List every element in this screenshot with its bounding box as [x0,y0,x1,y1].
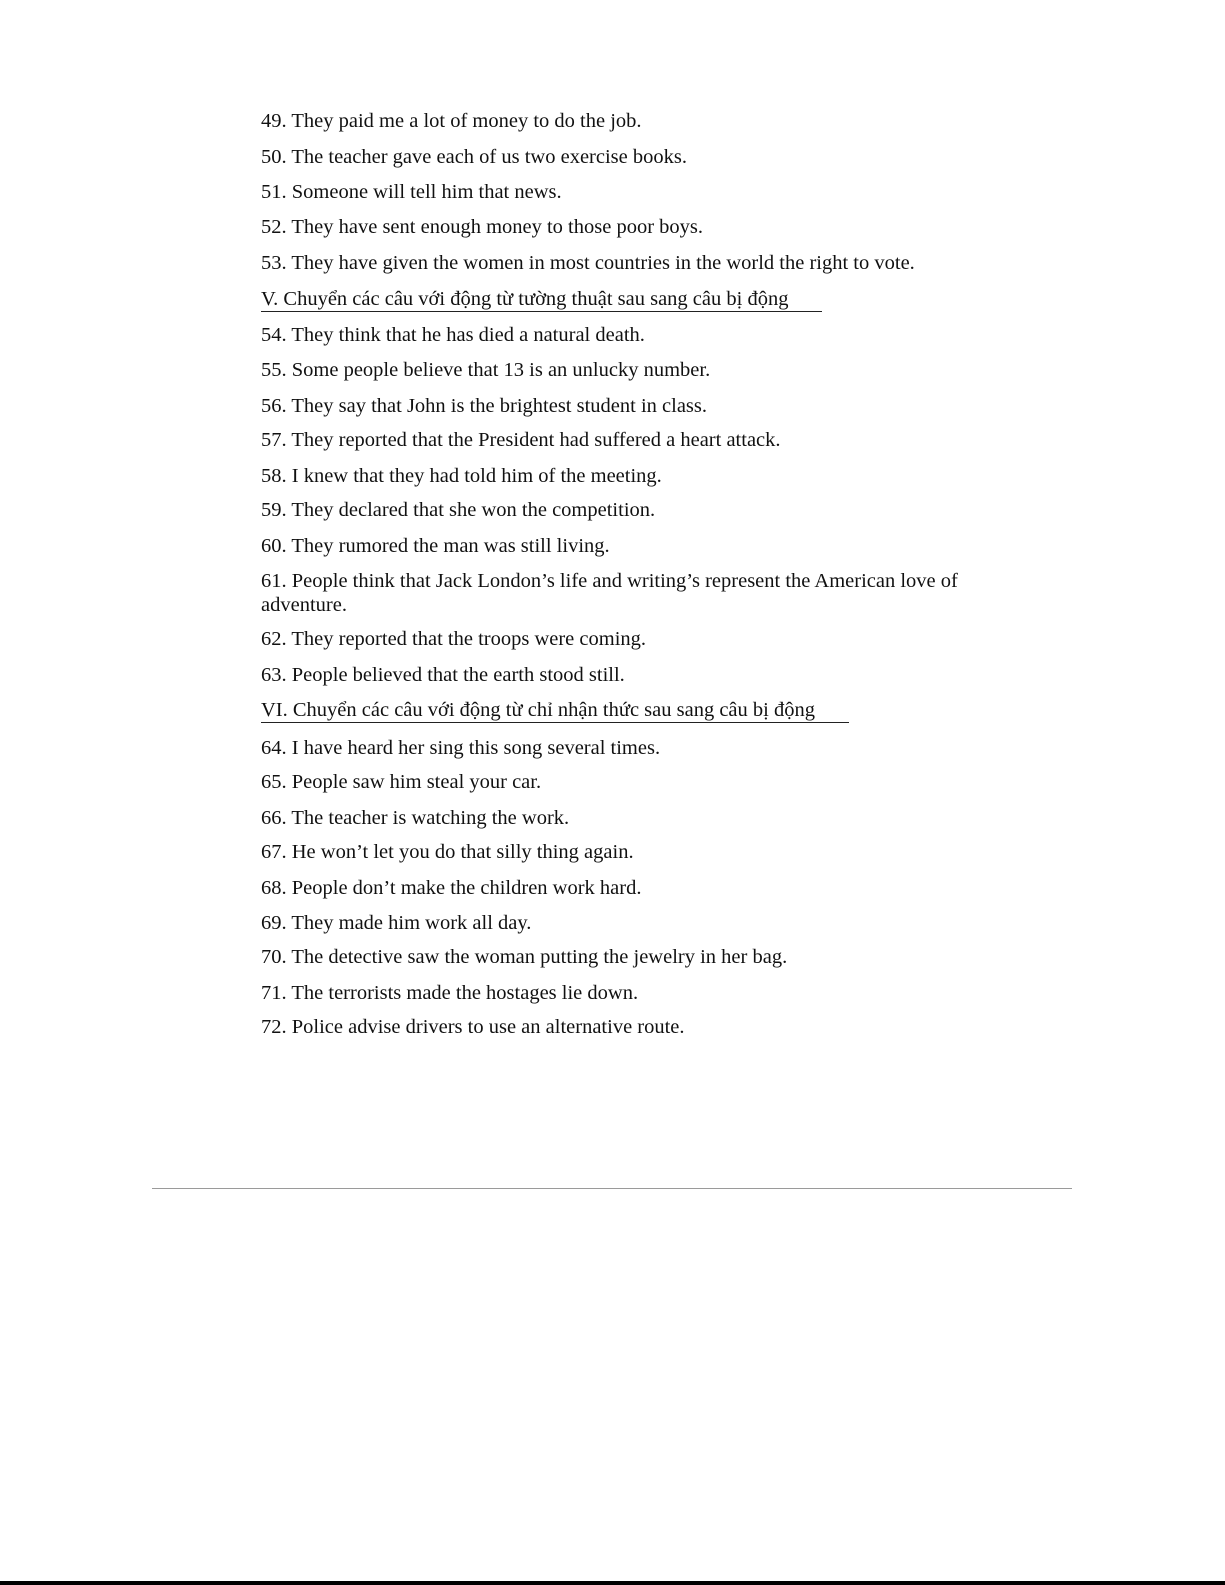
section-heading-vi: VI. Chuyển các câu với động từ chỉ nhận thức sau sang câu bị động [261,698,849,723]
exercise-item-66: 66. The teacher is watching the work. [261,807,570,829]
exercise-item-64: 64. I have heard her sing this song several times. [261,737,661,759]
exercise-item-60: 60. They rumored the man was still living. [261,535,610,557]
page-divider [152,1188,1072,1189]
exercise-item-67: 67. He won’t let you do that silly thing again. [261,841,634,863]
exercise-item-68: 68. People don’t make the children work hard. [261,877,642,899]
exercise-item-50: 50. The teacher gave each of us two exercise books. [261,146,687,168]
exercise-item-52: 52. They have sent enough money to those poor boys. [261,216,704,238]
exercise-item-61: 61. People think that Jack London’s life and writing’s represent the American love of adventure. [261,570,958,616]
exercise-item-59: 59. They declared that she won the competition. [261,499,656,521]
exercise-item-53: 53. They have given the women in most countries in the world the right to vote. [261,252,915,274]
exercise-item-56: 56. They say that John is the brightest student in class. [261,395,708,417]
exercise-item-72: 72. Police advise drivers to use an alternative route. [261,1016,685,1038]
section-heading-v: V. Chuyển các câu với động từ tường thuật sau sang câu bị động [261,287,822,312]
exercise-item-58: 58. I knew that they had told him of the meeting. [261,465,662,487]
exercise-item-70: 70. The detective saw the woman putting the jewelry in her bag. [261,946,788,968]
exercise-item-54: 54. They think that he has died a natural death. [261,324,645,346]
exercise-item-55: 55. Some people believe that 13 is an unlucky number. [261,359,711,381]
exercise-item-65: 65. People saw him steal your car. [261,771,542,793]
exercise-item-62: 62. They reported that the troops were coming. [261,628,647,650]
exercise-item-71: 71. The terrorists made the hostages lie down. [261,982,639,1004]
exercise-item-51: 51. Someone will tell him that news. [261,181,562,203]
exercise-item-49: 49. They paid me a lot of money to do the job. [261,110,642,132]
exercise-item-69: 69. They made him work all day. [261,912,532,934]
page-bottom-edge [0,1581,1225,1585]
exercise-item-57: 57. They reported that the President had suffered a heart attack. [261,429,781,451]
exercise-item-63: 63. People believed that the earth stood still. [261,664,625,686]
